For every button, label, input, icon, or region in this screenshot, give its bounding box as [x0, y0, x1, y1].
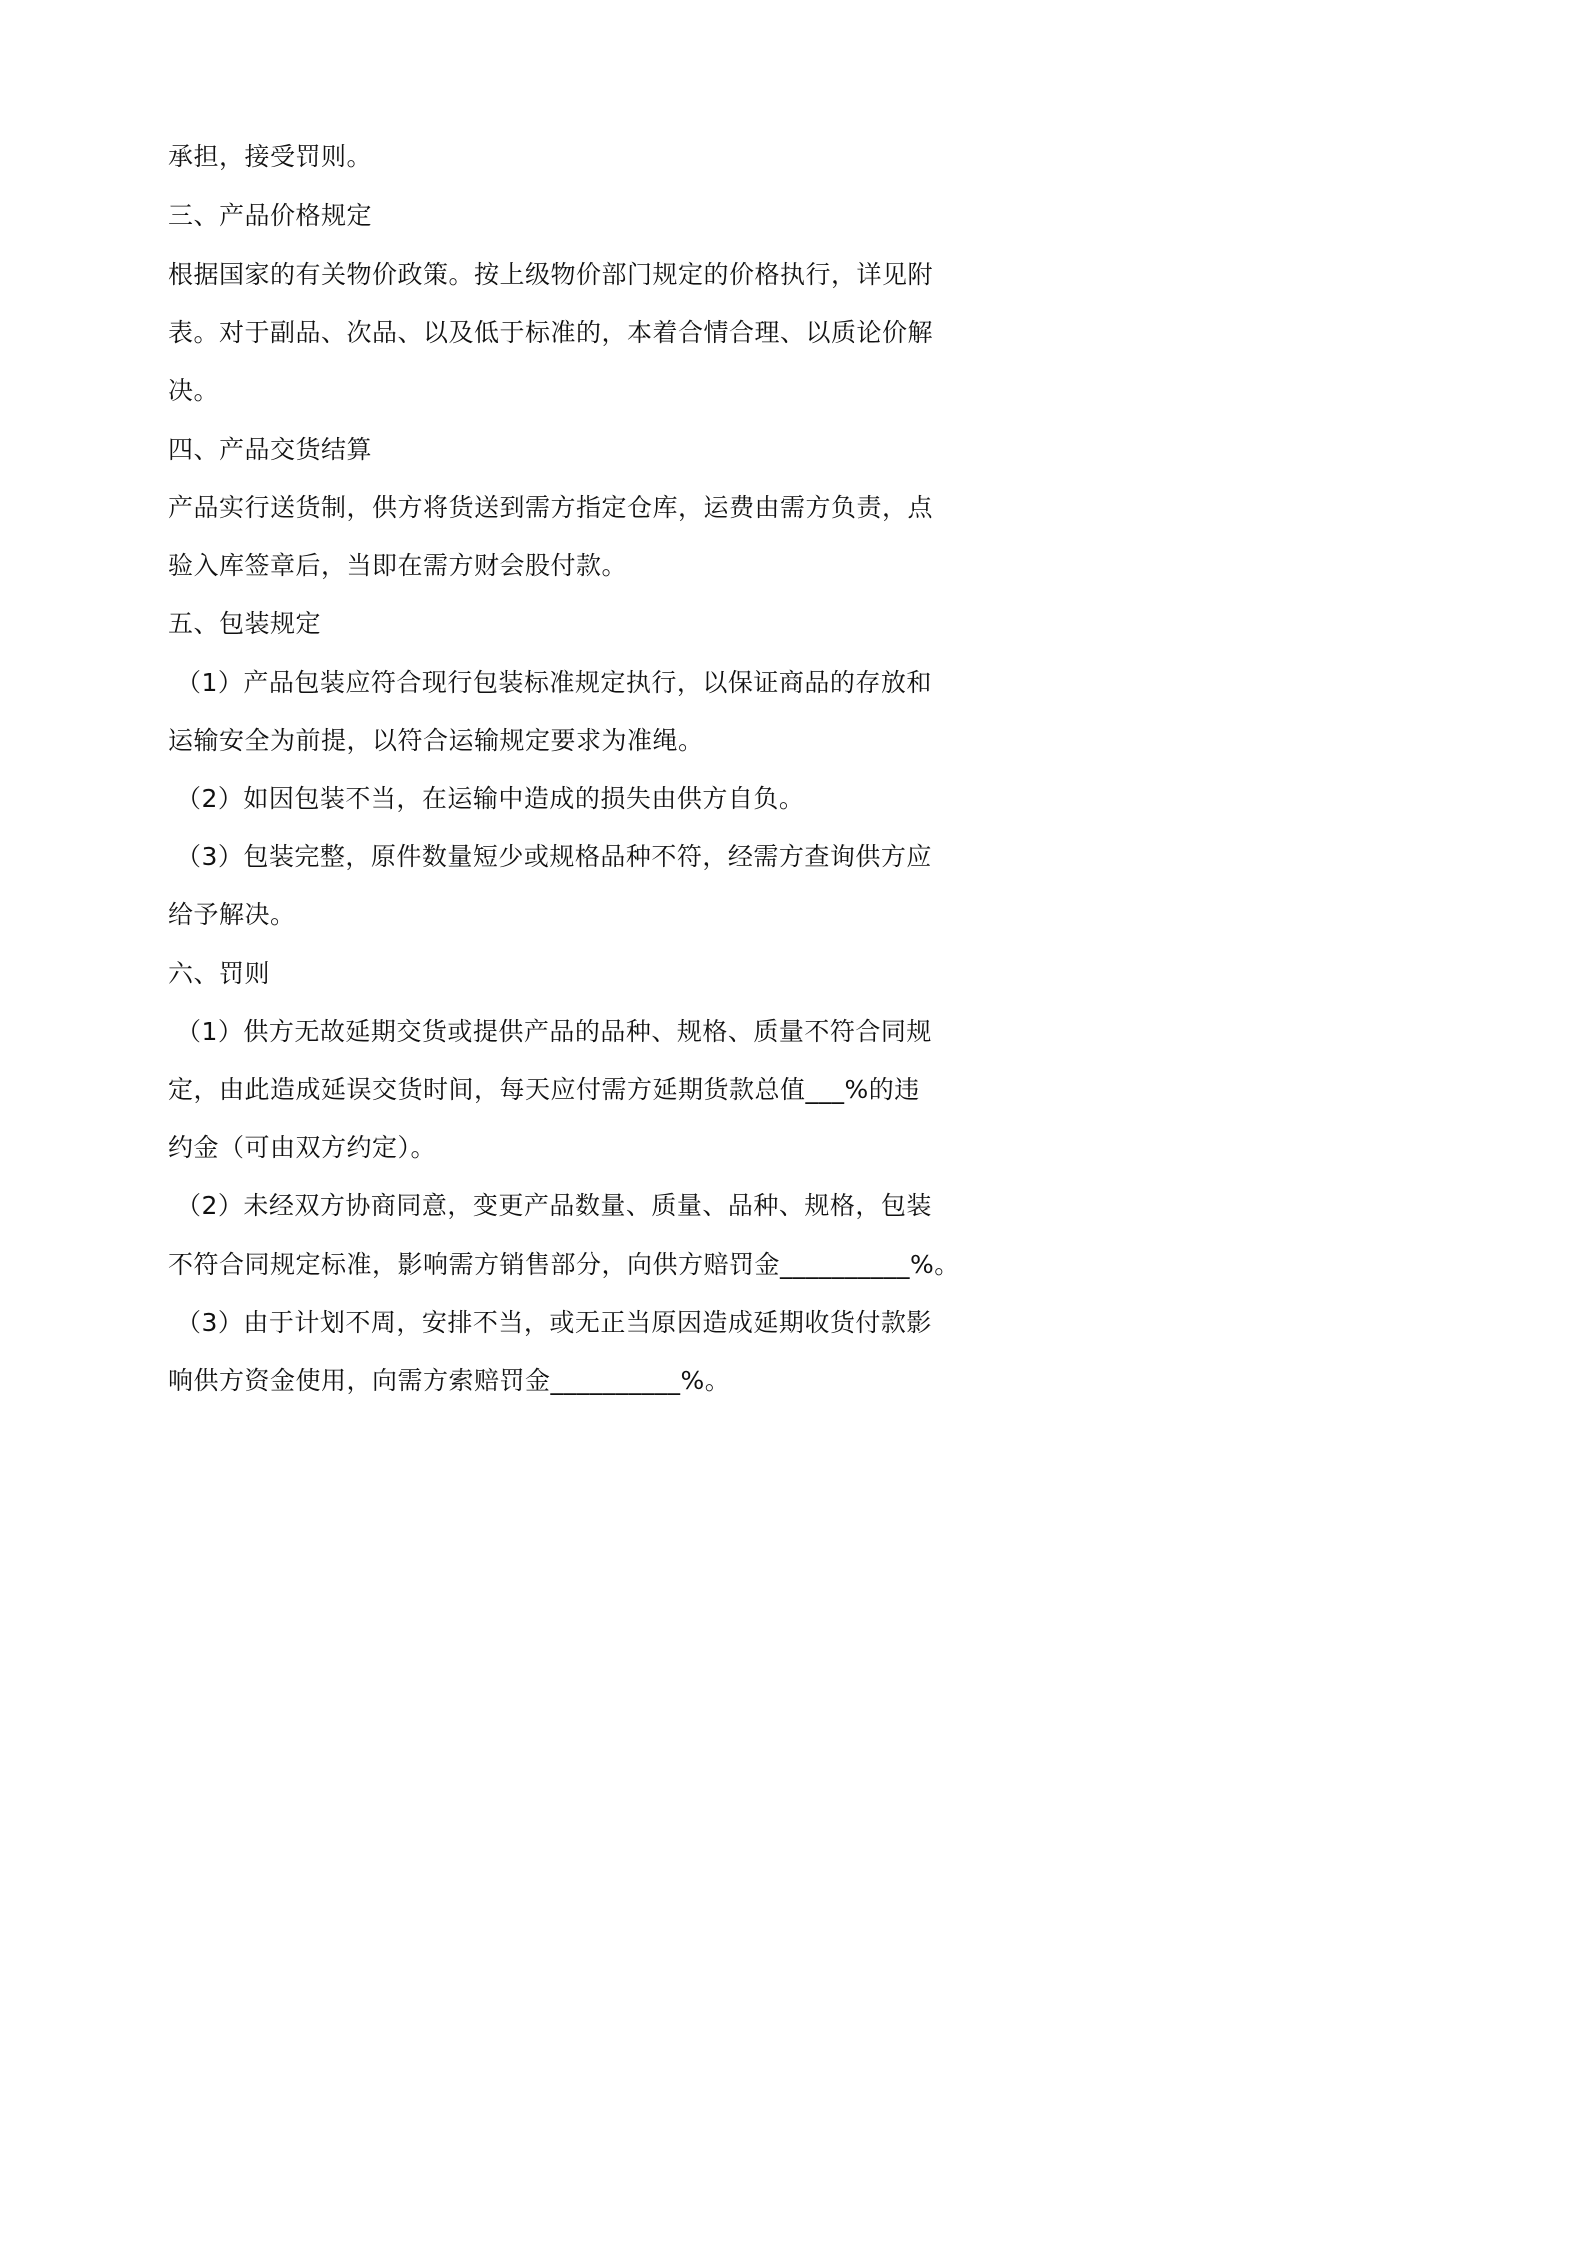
- body-text-line: 给予解决。: [168, 900, 296, 929]
- body-text-line: 约金（可由双方约定）。: [168, 1133, 437, 1162]
- list-item-text: （3）由于计划不周，安排不当，或无正当原因造成延期收货付款影: [176, 1308, 932, 1337]
- list-item-text: （3）包装完整，原件数量短少或规格品种不符，经需方查询供方应: [176, 842, 932, 871]
- list-item-text: （1）供方无故延期交货或提供产品的品种、规格、质量不符合同规: [176, 1017, 932, 1046]
- section-heading-delivery: 四、产品交货结算: [168, 435, 373, 464]
- body-text-line: 不符合同规定标准，影响需方销售部分，向供方赔罚金__________%。: [168, 1250, 960, 1279]
- list-item-text: （1）产品包装应符合现行包装标准规定执行，以保证商品的存放和: [176, 668, 932, 697]
- section-heading-packaging: 五、包装规定: [168, 609, 322, 638]
- body-text-line: 承担，接受罚则。: [168, 142, 373, 171]
- list-item-text: （2）未经双方协商同意，变更产品数量、质量、品种、规格，包装: [176, 1191, 932, 1220]
- body-text-line: 根据国家的有关物价政策。按上级物价部门规定的价格执行，详见附: [168, 260, 934, 289]
- body-text-line: 定，由此造成延误交货时间，每天应付需方延期货款总值___%的违: [168, 1075, 920, 1104]
- document-page: [0, 0, 1103, 1562]
- section-heading-price: 三、产品价格规定: [168, 201, 373, 230]
- body-text-line: 表。对于副品、次品、以及低于标准的，本着合情合理、以质论价解: [168, 318, 934, 347]
- section-heading-penalties: 六、罚则: [168, 959, 271, 988]
- list-item-text: （2）如因包装不当，在运输中造成的损失由供方自负。: [176, 784, 805, 813]
- body-text-line: 验入库签章后，当即在需方财会股付款。: [168, 551, 628, 580]
- body-text-line: 决。: [168, 376, 220, 405]
- body-text-line: 响供方资金使用，向需方索赔罚金__________%。: [168, 1366, 731, 1395]
- body-text-line: 产品实行送货制，供方将货送到需方指定仓库，运费由需方负责，点: [168, 493, 934, 522]
- body-text-line: 运输安全为前提，以符合运输规定要求为准绳。: [168, 726, 704, 755]
